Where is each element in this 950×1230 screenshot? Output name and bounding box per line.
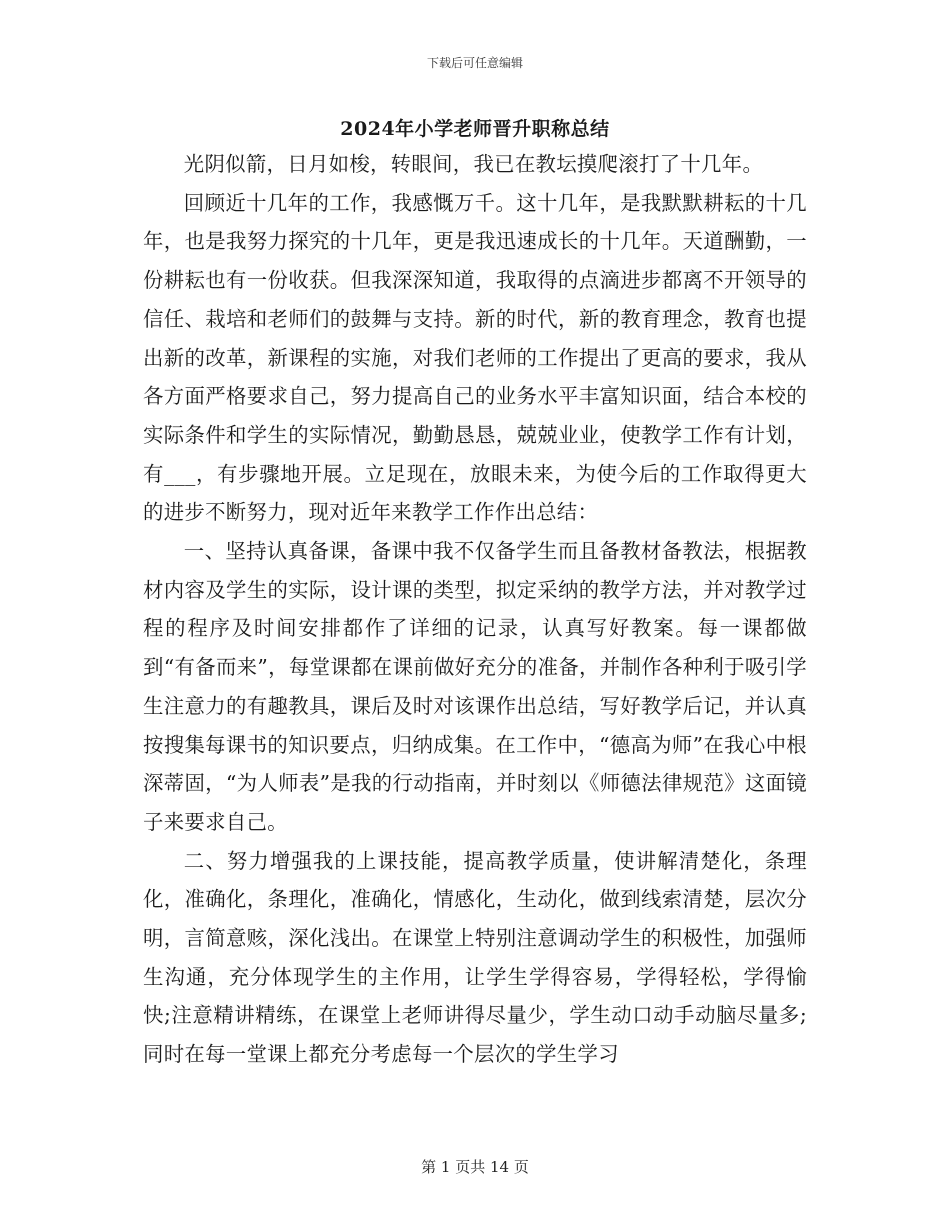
document-body (143, 145, 807, 1074)
paragraph-intro: 光阴似箭，日月如梭，转眼间，我已在教坛摸爬滚打了十几年。 (183, 152, 764, 176)
header-note: 下载后可任意编辑 (426, 56, 523, 70)
paragraph-section-2: 二、努力增强我的上课技能，提高教学质量，使讲解清楚化，条理化，准确化，条理化，准确化，情感化，生动化，做到线索清楚，层次分明，言简意赅，深化浅出。在课堂上特别注意调动学生的积极性，加强师生沟通，充分体现学生的主作用，让学生学得容易，学得轻松，学得愉快;注意精讲精练，在课堂上老师讲得尽量少，学生动口动手动脑尽量多;同时在每一堂课上都充分考虑每一个层次的学生学习 (143, 848, 807, 1067)
page-footer: 第 1 页共 14 页 (421, 1158, 529, 1176)
document-title: 2024年小学老师晋升职称总结 (340, 118, 610, 140)
paragraph-section-1: 一、坚持认真备课，备课中我不仅备学生而且备教材备教法，根据教材内容及学生的实际，设计课的类型，拟定采纳的教学方法，并对教学过程的程序及时间安排都作了详细的记录，认真写好教案。每一课都做到“有备而来”，每堂课都在课前做好充分的准备，并制作各种利于吸引学生注意力的有趣教具，课后及时对该课作出总结，写好教学后记，并认真按搜集每课书的知识要点，归纳成集。在工作中，“德高为师”在我心中根深蒂固，“为人师表”是我的行动指南，并时刻以《师德法律规范》这面镜子来要求自己。 (143, 539, 807, 834)
paragraph-review: 回顾近十几年的工作，我感慨万千。这十几年，是我默默耕耘的十几年，也是我努力探究的十几年，更是我迅速成长的十几年。天道酬勤，一份耕耘也有一份收获。但我深深知道，我取得的点滴进步都离不开领导的信任、栽培和老师们的鼓舞与支持。新的时代，新的教育理念，教育也提出新的改革，新课程的实施，对我们老师的工作提出了更高的要求，我从各方面严格要求自己，努力提高自己的业务水平丰富知识面，结合本校的实际条件和学生的实际情况，勤勤恳恳，兢兢业业，使教学工作有计划，有___，有步骤地开展。立足现在，放眼未来，为使今后的工作取得更大的进步不断努力，现对近年来教学工作作出总结： (143, 190, 807, 525)
